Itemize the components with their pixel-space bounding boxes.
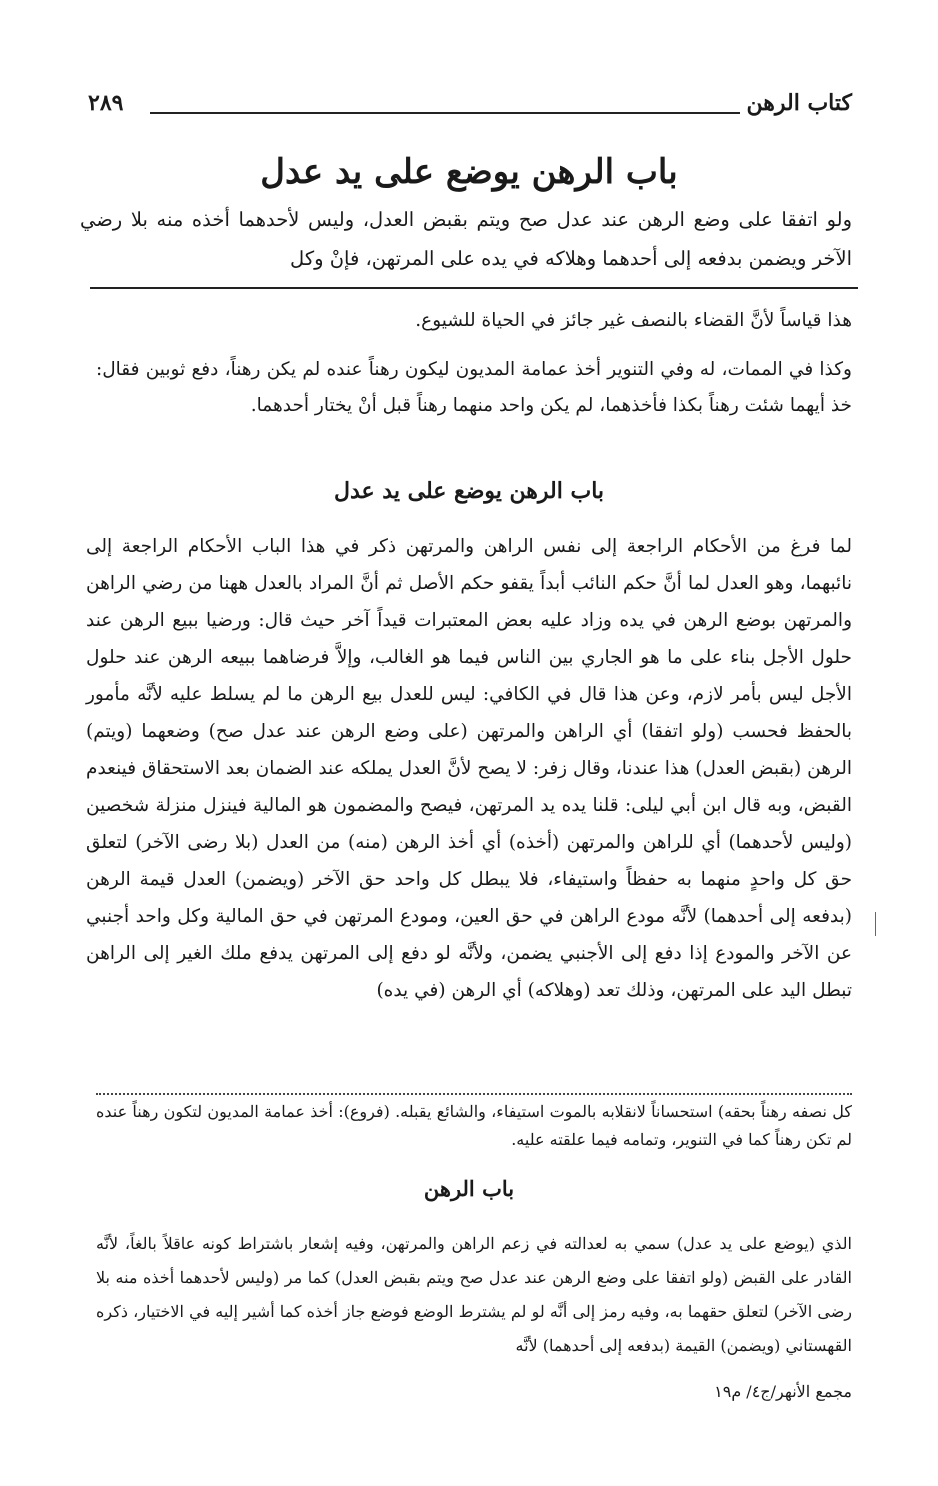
commentary-paragraph: وكذا في الممات، له وفي التنوير أخذ عمامة المديون ليكون رهناً عنده لم يكن رهناً، دفع ثوبين فقال: خذ أيهما شئت رهناً بكذا فأخذهما، لم يكن واحد منهما رهناً قبل أنْ يختار أحدهما. [96,359,852,416]
running-head-title: كتاب الرهن [746,90,852,116]
page-number: ٢٨٩ [88,90,124,116]
footnote-body-text: الذي (يوضع على يد عدل) سمي به لعدالته في زعم الراهن والمرتهن، وفيه إشعار باشتراط كونه عاقلاً بالغاً، لأنَّه القادر على القبض (ولو اتفقا على وضع الرهن عند عدل صح ويتم بقبض العدل) كما مر (وليس لأحدهما أخذه منه بلا رضى الآخر) لتعلق حقهما به، وفيه رمز إلى أنَّه لو لم يشترط الوضع فوضع جاز أخذه كما أشير إليه في الاختيار، ذكره القهستاني (ويضمن) القيمة (بدفعه إلى أحدهما) لأنَّه [96,1234,853,1355]
main-text-divider [90,287,858,289]
footnote-section-title: باب الرهن [423,1176,515,1201]
main-text-block [80,200,852,278]
commentary-line: هذا قياساً لأنَّ القضاء بالنصف غير جائز في الحياة للشيوع. [415,310,852,331]
commentary-section-title: باب الرهن يوضع على يد عدل [333,478,605,504]
main-text-paragraph: ولو اتفقا على وضع الرهن عند عدل صح ويتم بقبض العدل، وليس لأحدهما أخذه منه بلا رضي الآخر ويضمن بدفعه إلى أحدهما وهلاكه في يده على المرتهن، فإنْ وكل [80,208,852,270]
footnote-text: كل نصفه رهناً بحقه) استحساناً لانقلابه بالموت استيفاء، والشائع يقبله. (فروع): أخذ عمامة المديون لتكون رهناً عنده لم تكن رهناً كما في التنوير، وتمامه فيما علقته عليه. [96,1102,852,1149]
main-chapter-title: باب الرهن يوضع على يد عدل [260,152,678,192]
margin-mark [874,912,876,936]
commentary-continuation-paragraph [96,352,852,424]
commentary-body-text: لما فرغ من الأحكام الراجعة إلى نفس الراهن والمرتهن ذكر في هذا الباب الأحكام الراجعة إلى نائبهما، وهو العدل لما أنَّ حكم النائب أبداً يقفو حكم الأصل ثم أنَّ المراد بالعدل ههنا من رضي الراهن والمرتهن بوضع الرهن في يده وزاد عليه بعض المعتبرات قيداً آخر حيث قال: ورضيا ببيع الرهن عند حلول الأجل بناء على ما هو الجاري بين الناس فيما هو الغالب، وإلاَّ فرضاهما ببيعه الرهن عند حلول الأجل ليس بأمر لازم، وعن هذا قال في الكافي: ليس للعدل بيع الرهن ما لم يسلط عليه لأنَّه مأمور بالحفظ فحسب (ولو اتفقا) أي الراهن والمرتهن (على وضع الرهن عند عدل صح) وضعهما (ويتم) الرهن (بقبض العدل) هذا عندنا، وقال زفر: لا يصح لأنَّ العدل يملكه عند الضمان بعد الاستحقاق فينعدم القبض، وبه قال ابن أبي ليلى: قلنا يده يد المرتهن، فيصح والمضمون هو المالية فينزل منزلة شخصين (وليس لأحدهما) أي للراهن والمرتهن (أخذه) أي أخذ الرهن (منه) من العدل (بلا رضى الآخر) لتعلق حق كل واحدٍ منهما به حفظاً واستيفاء، فلا يبطل كل واحد حق الآخر (ويضمن) العدل قيمة الرهن (بدفعه إلى أحدهما) لأنَّه مودع الراهن في حق العين، ومودع المرتهن في حق المالية وكل واحد أجنبي عن الآخر والمودع إذا دفع إلى الأجنبي يضمن، ولأنَّه لو دفع إلى المرتهن يدفع ملك الغير إلى الراهن تبطل اليد على المرتهن، وذلك تعد (وهلاكه) أي الرهن (في يده) [86,536,852,1001]
header-rule [150,112,740,114]
footnote-continuation [96,1098,852,1154]
signature-line: مجمع الأنهر/ج٤/ م١٩ [714,1382,852,1401]
footnote-body [96,1227,852,1363]
commentary-body [86,528,852,1009]
commentary-continuation-line [96,303,852,338]
page-header [88,90,852,130]
